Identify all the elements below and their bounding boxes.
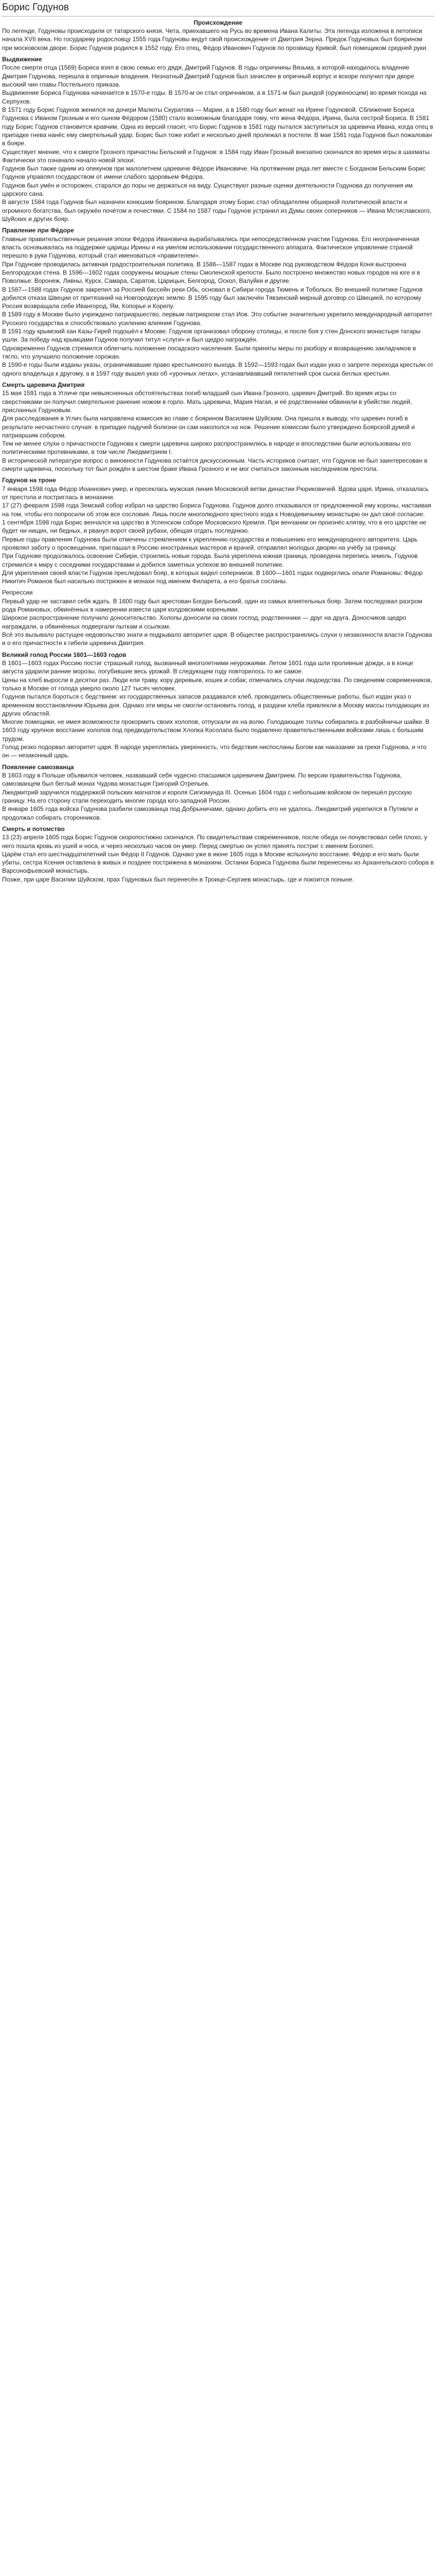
- paragraph: Выдвижение Бориса Годунова начинается в 1570-е годы. В 1570-м он стал опричником, а в 1571-м был рындой (оруженосцем) во время похода на Серпухов.: [2, 89, 427, 105]
- paragraph: 15 мая 1591 года в Угличе при невыясненных обстоятельствах погиб младший сын Ивана Грозного, царевич Дмитрий. Во время игры со сверстниками он получил смертельное ранение ножом в горло. Мать царевича, Мария Нагая, и её родственники обвинили в убийстве людей, присланных Годуновым.: [2, 389, 412, 414]
- paragraph: Существует мнение, что к смерти Грозного причастны Бельский и Годунов: в 1584 году Иван Грозный внезапно скончался во время игры в шахматы. Фактически это означало начало новой эпохи.: [2, 148, 431, 164]
- paragraph: Лжедмитрий заручился поддержкой польских магнатов и короля Сигизмунда III. Осенью 1604 года с небольшим войском он перешёл русскую границу. На его сторону стали переходить многие города юго-западной России.: [2, 788, 412, 804]
- paragraph: В 1603 году в Польше объявился человек, назвавший себя чудесно спасшимся царевичем Дмитрием. По версии правительства Годунова, самозванцем был беглый монах Чудова монастыря Григорий Отрепьев.: [2, 772, 402, 788]
- paragraph: 7 января 1598 года Фёдор Иоаннович умер, и пресеклась мужская линия Московской ветви династии Рюриковичей. Вдова царя, Ирина, отказалась от престола и постриглась в монахини.: [2, 485, 429, 501]
- paragraph: Царём стал его шестнадцатилетний сын Фёдор II Годунов. Однако уже в июне 1605 года в Москве вспыхнуло восстание. Фёдор и его мать были убиты, сестра Ксения оставлена в живых и позднее пострижена в монахини. Останки Бориса Годунова были перенесены из Архангельского собора в Варсонофьевский монастырь.: [2, 850, 434, 875]
- section-heading: Правление при Фёдоре: [2, 227, 74, 234]
- section: [2, 19, 434, 52]
- paragraph: Всё это вызывало растущее недовольство знати и подрывало авторитет царя. В обществе распространялись слухи о незаконности власти Годунова и о его причастности к гибели царевича Дмитрия.: [2, 631, 432, 647]
- paragraph: Годунов был также одним из опекунов при малолетнем царевиче Фёдоре Ивановиче. На протяжении ряда лет вместе с Богданом Бельским Борис Годунов управлял государством от имени слабого здоровьем Фёдора.: [2, 165, 426, 181]
- section: [2, 381, 434, 473]
- paragraph: В исторической литературе вопрос о виновности Годунова остаётся дискуссионным. Часть историков считает, что Годунов не был заинтересован в смерти царевича, поскольку тот был рождён в шестом браке Ивана Грозного и не мог считаться законным наследником престола.: [2, 456, 428, 473]
- paragraph: По легенде, Годуновы происходили от татарского князя. Чета, приехавшего на Русь во времена Ивана Калиты. Эта легенда изложена в летописи начала XVII века. Но государеву родословцу 1555 года Годуновы ведут свой происхождение от Дмитрия Зерна. Предок Годуновых был боярином при московском дворе. Борис Годунов родился в 1552 году. Его отец, Фёдор Иванович Годунов по прозвищу Кривой, был помещиком средней руки.: [2, 27, 428, 52]
- paragraph: Тем не менее слухи о причастности Годунова к смерти царевича широко распространились в народе и впоследствии были использованы его политическими противниками, в том числе Лжедмитрием I.: [2, 440, 411, 456]
- paragraph: После смерти отца (1569) Бориса взял в свою семью его дядя, Дмитрий Годунов. В годы опричнины Вязьма, в которой находилось владение Дмитрия Годунова, перешла в опричные владения. Незнатный Дмитрий Годунов был зачислен в опричный корпус и вскоре получил при дворе высокий чин главы Постельного приказа.: [2, 64, 414, 89]
- section-heading: Появление самозванца: [2, 763, 74, 771]
- paragraph: В 1589 году в Москве было учреждено патриаршество, первым патриархом стал Иов. Это событие значительно укрепило международный авторитет Русского государства и способствовало усилению влияния Годунова.: [2, 311, 432, 327]
- paragraph: Многие помещики, не имея возможности прокормить своих холопов, отпускали их на волю. Голодающие толпы собирались в разбойничьи шайки. В 1603 году крупное восстание холопов под предводительством Хлопка Косолапа было подавлено правительственными войсками лишь с большим трудом.: [2, 718, 430, 742]
- section-heading: Происхождение: [194, 19, 242, 26]
- paragraph: В августе 1584 года Годунов был назначен конюшим боярином. Благодаря этому Борис стал обладателем обширной политической власти и огромного богатства, был окружён почётом и почестями. С 1584 по 1587 годы Годунов устранил из Думы своих соперников — Ивана Мстиславского, Шуйских и других бояр.: [2, 198, 431, 223]
- section-heading: Великий голод России 1601—1603 годов: [2, 651, 127, 658]
- paragraph: Одновременно Годунов стремился облегчить положение посадского населения. Были приняты меры по разбору и возвращению закладчиков в тягло, что улучшило положение горожан.: [2, 344, 416, 361]
- section-heading: Годунов на троне: [2, 477, 56, 484]
- paragraph: В январе 1605 года войска Годунова разбили самозванца под Добрыничами, однако добить его не удалось. Лжедмитрий укрепился в Путивле и продолжал собирать сторонников.: [2, 805, 418, 821]
- page-title: Борис Годунов: [2, 0, 434, 16]
- paragraph: Для расследования в Углич была направлена комиссия во главе с боярином Василием Шуйским. Она пришла к выводу, что царевич погиб в результате несчастного случая: в припадке падучей болезни он сам накололся на нож. Решение комиссии было утверждено Боярской думой и патриаршим собором.: [2, 415, 415, 439]
- paragraph: Первый удар не заставил себя ждать. В 1600 году был арестован Богдан Бельский, один из самых влиятельных бояр. Затем последовал разгром рода Романовых, обвинённых в намерении извести царя колдовскими кореньями.: [2, 597, 423, 614]
- paragraph: В 1601—1603 годах Россию постиг страшный голод, вызванный многолетними неурожаями. Летом 1601 года шли проливные дожди, а в конце августа ударили ранние морозы, погубившие весь урожай. В следующем году повторилось то же самое.: [2, 659, 413, 675]
- paragraph: 1 сентября 1598 года Борис венчался на царство в Успенском соборе Московского Кремля. При венчании он произнёс клятву, что в его царстве не будет ни нищих, ни бедных, и рванул ворот своей рубахи, обещая отдать последнюю.: [2, 518, 427, 535]
- paragraph: Для укрепления своей власти Годунов преследовал бояр, в которых видел соперников. В 1600—1601 годах подверглись опале Романовы: Фёдор Никитич Романов был насильно пострижен в монахи под именем Филарета, а его братья сосланы.: [2, 569, 423, 585]
- section: [2, 763, 434, 822]
- paragraph: Широкое распространение получило доносительство. Холопы доносили на своих господ, родственники — друг на друга. Доносчиков щедро награждали, а обвинённых подвергали пыткам и ссылкам.: [2, 614, 406, 630]
- section-heading: Репрессии: [2, 589, 33, 597]
- paragraph: Годунов был умён и осторожен, старался до поры не держаться на виду. Существуют разные оценки деятельности Годунова до получения им царского сана.: [2, 181, 413, 198]
- paragraph: В 1571 году Борис Годунов женился на дочери Малюты Скуратова — Марии, а в 1580 году был женат на Ирине Годуновой. Сближение Бориса Годунова с Иваном Грозным и его сыном Фёдором (1580) стало возможным благодаря тому, что жена Фёдора, Ирина, была сестрой Бориса. В 1581 году Борис Годунов становится кравчим. Одна из версий гласит, что Борис Годунов в 1581 году пытался заступиться за царевича Ивана, когда отец в припадке гнева нанёс ему смертельный удар. Борис был тоже избит и несколько дней пролежал в постели. В мае 1581 года Годунов был пожалован в бояре.: [2, 106, 433, 147]
- paragraph: В 1590-е годы были изданы указы, ограничивавшие право крестьянского выхода. В 1592—1593 годах был издан указ о запрете перехода крестьян от одного владельца к другому, а в 1597 году вышел указ об «урочных летах», устанавливавший пятилетний срок сыска беглых крестьян.: [2, 361, 433, 377]
- paragraph: При Годунове продолжалось освоение Сибири, строились новые города. Была укреплена южная граница, проведена перепись земель. Годунов стремился к миру с соседними государствами и добился заметных успехов во внешней политике.: [2, 552, 418, 568]
- paragraph: В 1587—1588 годах Годунов закрепил за Россией бассейн реки Обь, основал в Сибири города Тюмень и Тобольск. Во внешней политике Годунов добился отказа Швеции от притязаний на Новгородскую землю. В 1595 году был заключён Тявзинский мирный договор со Швецией, по которому Россия возвращала себе Ивангород, Ям, Копорье и Корелу.: [2, 285, 423, 310]
- section-heading: Выдвижение: [2, 56, 42, 63]
- paragraph: Годунов пытался бороться с бедствием: из государственных запасов раздавался хлеб, проводились общественные работы, был издан указ о временном восстановлении Юрьева дня. Однако эти меры не смогли остановить голод, а раздачи хлеба привлекли в Москву массы голодающих из других областей.: [2, 693, 429, 717]
- paragraph: Первые годы правления Годунова были отмечены стремлением к укреплению государства и повышению его международного авторитета. Царь проявлял заботу о просвещении, приглашал в Россию иностранных мастеров и врачей, отправлял молодых дворян на учёбу за границу.: [2, 535, 418, 551]
- section-heading: Смерть царевича Дмитрия: [2, 381, 85, 388]
- paragraph: 17 (27) февраля 1598 года Земский собор избрал на царство Бориса Годунова. Годунов долго отказывался от предложенной ему короны, настаивая на том, чтобы его попросили об этом все сословия. Лишь после многолюдного крестного хода к Новодевичьему монастырю он дал своё согласие.: [2, 502, 431, 518]
- paragraph: 13 (23) апреля 1605 года Борис Годунов скоропостижно скончался. По свидетельствам современников, после обеда он почувствовал себя плохо, у него пошла кровь из ушей и носа, и через несколько часов он умер. Перед смертью он успел принять постриг с именем Боголеп.: [2, 834, 427, 850]
- section: [2, 588, 434, 647]
- page: [0, 0, 436, 884]
- paragraph: Цены на хлеб выросли в десятки раз. Люди ели траву, кору деревьев, кошек и собак; отмечались случаи людоедства. По сведениям современников, только в Москве от голода умерло около 127 тысяч человек.: [2, 676, 432, 692]
- paragraph: Главные правительственные решения эпохи Фёдора Ивановича вырабатывались при непосредственном участии Годунова. Его неограниченная власть основывалась на поддержке царицы Ирины и на умелом использовании государственного аппарата. Фактическое управление страной перешло в руки Годунова, который стал именоваться «правителем».: [2, 235, 420, 260]
- paragraph: Позже, при царе Василии Шуйском, прах Годуновых был перенесён в Троице-Сергиев монастырь, где и покоится поныне.: [2, 875, 354, 883]
- section: [2, 651, 434, 760]
- section: [2, 825, 434, 884]
- section-heading: Смерть и потомство: [2, 825, 65, 833]
- paragraph: В 1591 году крымский хан Казы-Гирей подошёл к Москве. Годунов организовал оборону столицы, и после боя у стен Донского монастыря татары ушли. За победу над крымцами Годунов получил титул «слуги» и был щедро награждён.: [2, 328, 421, 344]
- article-body: [2, 19, 434, 884]
- paragraph: Голод резко подорвал авторитет царя. В народе укреплялась уверенность, что бедствия ниспосланы Богом как наказание за грехи Годунова, и что он — незаконный царь.: [2, 743, 427, 759]
- paragraph: При Годунове проводилась активная градостроительная политика. В 1586—1587 годах в Москве под руководством Фёдора Коня выстроена Белгородская стена. В 1596—1602 годах сооружены мощные стены Смоленской крепости. Было построено множество новых городов на юге и в Поволжье: Воронеж, Ливны, Курск, Самара, Саратов, Царицын, Белгород, Оскол, Валуйки и другие.: [2, 260, 421, 285]
- section: [2, 226, 434, 378]
- section: [2, 476, 434, 585]
- section: [2, 55, 434, 223]
